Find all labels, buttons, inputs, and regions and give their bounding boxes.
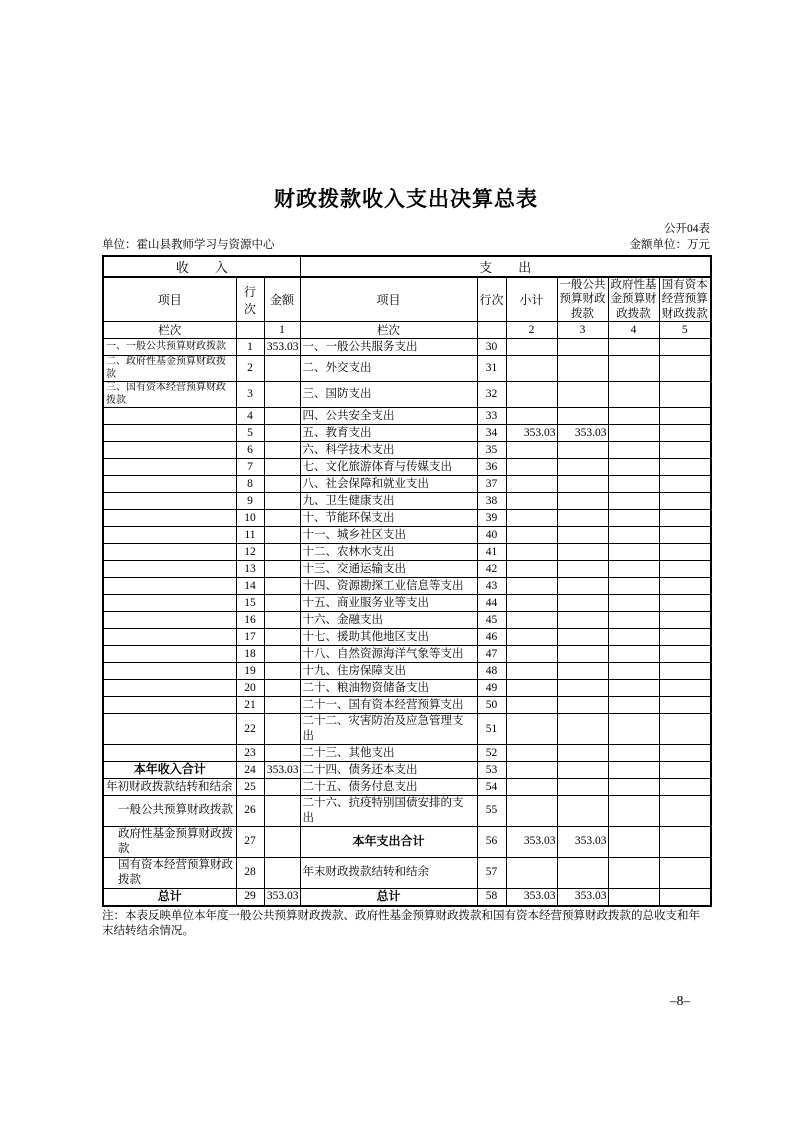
exp-item-cell: 四、公共安全支出 <box>300 408 477 425</box>
exp-state-capital-cell <box>659 356 711 382</box>
exp-state-capital-cell <box>659 663 711 680</box>
exp-state-capital-cell <box>659 476 711 493</box>
income-amount-cell: 353.03 <box>264 339 300 356</box>
exp-general-budget-cell <box>557 796 608 827</box>
exp-state-capital-cell <box>659 629 711 646</box>
exp-state-capital-cell <box>659 796 711 827</box>
exp-gov-fund-cell <box>608 595 659 612</box>
exp-gov-fund-cell <box>608 442 659 459</box>
exp-gov-fund-cell <box>608 339 659 356</box>
income-amount-cell <box>264 527 300 544</box>
exp-gov-fund-cell <box>608 646 659 663</box>
exp-item-cell: 二十六、抗疫特别国债安排的支出 <box>300 796 477 827</box>
exp-gov-fund-cell <box>608 425 659 442</box>
exp-line-no-cell: 54 <box>477 779 506 796</box>
exp-item-cell: 二十三、其他支出 <box>300 745 477 762</box>
exp-subtotal-cell <box>506 779 557 796</box>
exp-subtotal-index: 2 <box>506 322 557 339</box>
exp-state-capital-cell <box>659 697 711 714</box>
exp-gov-fund-cell <box>608 578 659 595</box>
exp-line-no-cell: 43 <box>477 578 506 595</box>
exp-gov-fund-cell <box>608 826 659 857</box>
exp-line-no-cell: 52 <box>477 745 506 762</box>
income-line-no-cell: 25 <box>236 779 264 796</box>
income-line-no-cell: 27 <box>236 826 264 857</box>
exp-general-budget-cell <box>557 762 608 779</box>
exp-subtotal-cell: 353.03 <box>506 826 557 857</box>
income-item-header: 项目 <box>103 277 236 322</box>
exp-general-budget-cell <box>557 857 608 888</box>
unit-label: 单位：霍山县教师学习与资源中心 <box>102 239 275 251</box>
exp-line-no-cell: 56 <box>477 826 506 857</box>
exp-item-header: 项目 <box>300 277 477 322</box>
exp-item-cell: 十六、金融支出 <box>300 612 477 629</box>
income-item-cell <box>103 561 236 578</box>
exp-subtotal-header: 小计 <box>506 277 557 322</box>
income-line-no-cell: 13 <box>236 561 264 578</box>
exp-item-cell: 十五、商业服务业等支出 <box>300 595 477 612</box>
exp-state-capital-cell <box>659 408 711 425</box>
income-item-cell <box>103 629 236 646</box>
exp-item-cell: 二、外交支出 <box>300 356 477 382</box>
income-line-no-cell: 3 <box>236 382 264 408</box>
income-line-no-cell: 22 <box>236 714 264 745</box>
exp-general-budget-cell <box>557 779 608 796</box>
exp-gov-fund-cell <box>608 663 659 680</box>
exp-subtotal-cell <box>506 578 557 595</box>
exp-item-cell: 八、社会保障和就业支出 <box>300 476 477 493</box>
income-amount-cell: 353.03 <box>264 888 300 906</box>
exp-column-index-label: 栏次 <box>300 322 477 339</box>
meta-row <box>102 238 710 252</box>
exp-line-no-cell: 41 <box>477 544 506 561</box>
exp-fund-index: 4 <box>608 322 659 339</box>
amount-unit-label: 金额单位：万元 <box>629 239 710 251</box>
income-amount-cell <box>264 680 300 697</box>
exp-gov-fund-cell <box>608 779 659 796</box>
table-note: 注：本表反映单位本年度一般公共预算财政拨款、政府性基金预算财政拨款和国有资本经营预算财政拨款的总收支和年末结转结余情况。 <box>102 909 700 937</box>
exp-line-no-cell: 45 <box>477 612 506 629</box>
income-amount-cell <box>264 476 300 493</box>
income-line-no-header: 行次 <box>236 277 264 322</box>
exp-gov-fund-cell <box>608 408 659 425</box>
exp-line-no-cell: 51 <box>477 714 506 745</box>
income-amount-cell <box>264 578 300 595</box>
exp-line-no-cell: 58 <box>477 888 506 906</box>
exp-item-cell: 二十四、债务还本支出 <box>300 762 477 779</box>
income-section-header: 收 入 <box>103 256 300 277</box>
income-amount-cell <box>264 510 300 527</box>
exp-general-budget-cell <box>557 680 608 697</box>
income-line-no-cell: 11 <box>236 527 264 544</box>
exp-gov-fund-header: 政府性基金预算财政拨款 <box>608 277 659 322</box>
form-code-label: 公开04表 <box>664 223 710 235</box>
exp-gov-fund-cell <box>608 493 659 510</box>
exp-item-cell: 十一、城乡社区支出 <box>300 527 477 544</box>
exp-subtotal-cell <box>506 745 557 762</box>
exp-line-no-cell: 35 <box>477 442 506 459</box>
exp-line-no-cell: 38 <box>477 493 506 510</box>
exp-line-no-cell: 46 <box>477 629 506 646</box>
exp-general-budget-cell <box>557 544 608 561</box>
income-amount-cell <box>264 646 300 663</box>
exp-item-cell: 六、科学技术支出 <box>300 442 477 459</box>
exp-gov-fund-cell <box>608 714 659 745</box>
exp-line-no-cell: 37 <box>477 476 506 493</box>
exp-gov-fund-cell <box>608 459 659 476</box>
income-amount-cell <box>264 408 300 425</box>
exp-general-budget-header: 一般公共预算财政拨款 <box>557 277 608 322</box>
exp-item-cell: 十四、资源勘探工业信息等支出 <box>300 578 477 595</box>
exp-line-no-cell: 40 <box>477 527 506 544</box>
exp-general-budget-cell: 353.03 <box>557 826 608 857</box>
exp-state-capital-cell <box>659 612 711 629</box>
income-item-cell <box>103 425 236 442</box>
exp-general-budget-cell <box>557 459 608 476</box>
income-amount-cell <box>264 714 300 745</box>
exp-subtotal-cell <box>506 459 557 476</box>
income-line-no-cell: 14 <box>236 578 264 595</box>
exp-state-capital-cell <box>659 826 711 857</box>
expenditure-section-header: 支 出 <box>300 256 711 277</box>
income-amount-cell <box>264 745 300 762</box>
exp-capital-index: 5 <box>659 322 711 339</box>
exp-general-budget-cell <box>557 663 608 680</box>
income-item-cell: 年初财政拨款结转和结余 <box>103 779 236 796</box>
income-amount-cell <box>264 612 300 629</box>
document-content <box>102 187 710 939</box>
exp-state-capital-cell <box>659 459 711 476</box>
income-amount-cell <box>264 697 300 714</box>
exp-general-budget-cell <box>557 442 608 459</box>
exp-general-budget-cell <box>557 714 608 745</box>
exp-state-capital-cell <box>659 714 711 745</box>
income-line-no-cell: 8 <box>236 476 264 493</box>
exp-line-no-cell: 42 <box>477 561 506 578</box>
income-line-no-cell: 6 <box>236 442 264 459</box>
exp-state-capital-cell <box>659 442 711 459</box>
income-item-cell <box>103 408 236 425</box>
exp-subtotal-cell <box>506 544 557 561</box>
income-item-cell <box>103 714 236 745</box>
exp-general-budget-cell <box>557 382 608 408</box>
exp-state-capital-cell <box>659 339 711 356</box>
income-item-cell: 本年收入合计 <box>103 762 236 779</box>
exp-line-no-index <box>477 322 506 339</box>
exp-state-capital-cell <box>659 561 711 578</box>
income-amount-index: 1 <box>264 322 300 339</box>
exp-line-no-cell: 50 <box>477 697 506 714</box>
exp-line-no-cell: 44 <box>477 595 506 612</box>
exp-state-capital-cell <box>659 578 711 595</box>
exp-line-no-cell: 53 <box>477 762 506 779</box>
income-line-no-cell: 26 <box>236 796 264 827</box>
income-item-cell <box>103 663 236 680</box>
exp-subtotal-cell <box>506 493 557 510</box>
exp-general-budget-cell <box>557 493 608 510</box>
income-line-no-cell: 15 <box>236 595 264 612</box>
income-amount-cell <box>264 356 300 382</box>
page-title: 财政拨款收入支出决算总表 <box>274 188 538 211</box>
exp-subtotal-cell: 353.03 <box>506 888 557 906</box>
exp-general-budget-cell <box>557 578 608 595</box>
exp-item-cell: 二十二、灾害防治及应急管理支出 <box>300 714 477 745</box>
exp-subtotal-cell <box>506 646 557 663</box>
exp-subtotal-cell <box>506 382 557 408</box>
income-amount-cell <box>264 382 300 408</box>
exp-state-capital-cell <box>659 745 711 762</box>
exp-gov-fund-cell <box>608 857 659 888</box>
income-line-no-cell: 12 <box>236 544 264 561</box>
exp-state-capital-cell <box>659 510 711 527</box>
income-item-cell: 总计 <box>103 888 236 906</box>
income-line-no-cell: 4 <box>236 408 264 425</box>
income-line-no-cell: 5 <box>236 425 264 442</box>
income-item-cell: 一、一般公共预算财政拨款 <box>103 339 236 356</box>
exp-general-budget-cell <box>557 476 608 493</box>
exp-general-index: 3 <box>557 322 608 339</box>
exp-state-capital-cell <box>659 680 711 697</box>
income-line-no-cell: 23 <box>236 745 264 762</box>
exp-state-capital-cell <box>659 646 711 663</box>
income-line-no-cell: 20 <box>236 680 264 697</box>
exp-subtotal-cell <box>506 629 557 646</box>
exp-general-budget-cell <box>557 510 608 527</box>
income-amount-cell <box>264 544 300 561</box>
exp-state-capital-cell <box>659 544 711 561</box>
table-body <box>103 339 711 906</box>
income-amount-cell <box>264 779 300 796</box>
income-item-cell <box>103 476 236 493</box>
exp-subtotal-cell <box>506 527 557 544</box>
income-item-cell: 政府性基金预算财政拨款 <box>103 826 236 857</box>
exp-line-no-header: 行次 <box>477 277 506 322</box>
exp-item-cell: 九、卫生健康支出 <box>300 493 477 510</box>
exp-gov-fund-cell <box>608 888 659 906</box>
exp-gov-fund-cell <box>608 544 659 561</box>
exp-subtotal-cell <box>506 442 557 459</box>
exp-gov-fund-cell <box>608 697 659 714</box>
exp-state-capital-cell <box>659 595 711 612</box>
exp-general-budget-cell: 353.03 <box>557 888 608 906</box>
income-amount-cell <box>264 796 300 827</box>
exp-item-cell: 十九、住房保障支出 <box>300 663 477 680</box>
exp-gov-fund-cell <box>608 680 659 697</box>
exp-state-capital-cell <box>659 382 711 408</box>
exp-general-budget-cell <box>557 745 608 762</box>
income-item-cell <box>103 646 236 663</box>
income-amount-cell: 353.03 <box>264 762 300 779</box>
income-item-cell <box>103 442 236 459</box>
exp-gov-fund-cell <box>608 382 659 408</box>
exp-general-budget-cell <box>557 527 608 544</box>
exp-item-cell: 年末财政拨款结转和结余 <box>300 857 477 888</box>
income-item-cell <box>103 745 236 762</box>
income-line-no-cell: 9 <box>236 493 264 510</box>
income-item-cell <box>103 459 236 476</box>
income-item-cell: 三、国有资本经营预算财政拨款 <box>103 382 236 408</box>
income-line-no-cell: 18 <box>236 646 264 663</box>
budget-table <box>102 255 712 907</box>
exp-gov-fund-cell <box>608 762 659 779</box>
exp-gov-fund-cell <box>608 629 659 646</box>
exp-line-no-cell: 55 <box>477 796 506 827</box>
exp-line-no-cell: 39 <box>477 510 506 527</box>
exp-item-cell: 十七、援助其他地区支出 <box>300 629 477 646</box>
income-line-no-cell: 16 <box>236 612 264 629</box>
income-line-no-cell: 7 <box>236 459 264 476</box>
exp-subtotal-cell <box>506 714 557 745</box>
exp-state-capital-cell <box>659 857 711 888</box>
exp-state-capital-cell <box>659 762 711 779</box>
exp-subtotal-cell <box>506 339 557 356</box>
exp-subtotal-cell <box>506 561 557 578</box>
exp-gov-fund-cell <box>608 745 659 762</box>
income-amount-cell <box>264 629 300 646</box>
exp-line-no-cell: 34 <box>477 425 506 442</box>
exp-subtotal-cell <box>506 595 557 612</box>
exp-item-cell: 二十一、国有资本经营预算支出 <box>300 697 477 714</box>
income-line-no-cell: 21 <box>236 697 264 714</box>
exp-subtotal-cell <box>506 356 557 382</box>
exp-general-budget-cell <box>557 595 608 612</box>
exp-subtotal-cell <box>506 697 557 714</box>
income-amount-cell <box>264 857 300 888</box>
exp-state-capital-cell <box>659 425 711 442</box>
income-line-no-cell: 2 <box>236 356 264 382</box>
income-amount-header: 金额 <box>264 277 300 322</box>
income-item-cell <box>103 544 236 561</box>
income-amount-cell <box>264 493 300 510</box>
exp-item-cell: 总计 <box>300 888 477 906</box>
income-amount-cell <box>264 595 300 612</box>
exp-gov-fund-cell <box>608 561 659 578</box>
exp-subtotal-cell <box>506 612 557 629</box>
income-item-cell <box>103 527 236 544</box>
exp-subtotal-cell <box>506 510 557 527</box>
exp-subtotal-cell <box>506 663 557 680</box>
exp-line-no-cell: 32 <box>477 382 506 408</box>
exp-state-capital-cell <box>659 493 711 510</box>
exp-general-budget-cell <box>557 629 608 646</box>
income-item-cell: 国有资本经营预算财政拨款 <box>103 857 236 888</box>
income-line-no-cell: 10 <box>236 510 264 527</box>
income-item-cell <box>103 493 236 510</box>
exp-subtotal-cell <box>506 680 557 697</box>
exp-subtotal-cell: 353.03 <box>506 425 557 442</box>
income-line-no-cell: 24 <box>236 762 264 779</box>
income-amount-cell <box>264 442 300 459</box>
exp-item-cell: 二十、粮油物资储备支出 <box>300 680 477 697</box>
exp-line-no-cell: 48 <box>477 663 506 680</box>
exp-item-cell: 十二、农林水支出 <box>300 544 477 561</box>
exp-item-cell: 本年支出合计 <box>300 826 477 857</box>
exp-line-no-cell: 33 <box>477 408 506 425</box>
income-line-no-cell: 17 <box>236 629 264 646</box>
exp-general-budget-cell <box>557 561 608 578</box>
exp-subtotal-cell <box>506 476 557 493</box>
income-item-cell: 二、政府性基金预算财政拨款 <box>103 356 236 382</box>
exp-line-no-cell: 47 <box>477 646 506 663</box>
income-line-no-cell: 29 <box>236 888 264 906</box>
exp-item-cell: 三、国防支出 <box>300 382 477 408</box>
income-item-cell <box>103 680 236 697</box>
exp-line-no-cell: 30 <box>477 339 506 356</box>
exp-general-budget-cell <box>557 339 608 356</box>
exp-line-no-cell: 49 <box>477 680 506 697</box>
page-number: –8– <box>669 993 691 1008</box>
exp-item-cell: 十八、自然资源海洋气象等支出 <box>300 646 477 663</box>
income-amount-cell <box>264 826 300 857</box>
income-line-no-index <box>236 322 264 339</box>
income-item-cell: 一般公共预算财政拨款 <box>103 796 236 827</box>
exp-general-budget-cell <box>557 646 608 663</box>
income-column-index-label: 栏次 <box>103 322 236 339</box>
exp-general-budget-cell <box>557 356 608 382</box>
income-item-cell <box>103 510 236 527</box>
exp-state-capital-cell <box>659 779 711 796</box>
income-item-cell <box>103 612 236 629</box>
exp-gov-fund-cell <box>608 356 659 382</box>
exp-subtotal-cell <box>506 762 557 779</box>
exp-state-capital-cell <box>659 888 711 906</box>
exp-line-no-cell: 57 <box>477 857 506 888</box>
exp-gov-fund-cell <box>608 612 659 629</box>
income-line-no-cell: 1 <box>236 339 264 356</box>
exp-item-cell: 十、节能环保支出 <box>300 510 477 527</box>
exp-item-cell: 五、教育支出 <box>300 425 477 442</box>
income-amount-cell <box>264 561 300 578</box>
exp-subtotal-cell <box>506 408 557 425</box>
income-item-cell <box>103 595 236 612</box>
exp-general-budget-cell <box>557 408 608 425</box>
income-item-cell <box>103 697 236 714</box>
exp-gov-fund-cell <box>608 510 659 527</box>
income-amount-cell <box>264 663 300 680</box>
exp-line-no-cell: 36 <box>477 459 506 476</box>
exp-general-budget-cell <box>557 697 608 714</box>
exp-state-capital-cell <box>659 527 711 544</box>
income-amount-cell <box>264 459 300 476</box>
income-amount-cell <box>264 425 300 442</box>
exp-gov-fund-cell <box>608 476 659 493</box>
exp-general-budget-cell: 353.03 <box>557 425 608 442</box>
exp-item-cell: 十三、交通运输支出 <box>300 561 477 578</box>
income-line-no-cell: 19 <box>236 663 264 680</box>
exp-subtotal-cell <box>506 857 557 888</box>
income-line-no-cell: 28 <box>236 857 264 888</box>
exp-general-budget-cell <box>557 612 608 629</box>
exp-line-no-cell: 31 <box>477 356 506 382</box>
exp-gov-fund-cell <box>608 796 659 827</box>
exp-item-cell: 一、一般公共服务支出 <box>300 339 477 356</box>
income-item-cell <box>103 578 236 595</box>
exp-item-cell: 七、文化旅游体育与传媒支出 <box>300 459 477 476</box>
exp-state-capital-header: 国有资本经营预算财政拨款 <box>659 277 711 322</box>
exp-item-cell: 二十五、债务付息支出 <box>300 779 477 796</box>
exp-gov-fund-cell <box>608 527 659 544</box>
exp-subtotal-cell <box>506 796 557 827</box>
